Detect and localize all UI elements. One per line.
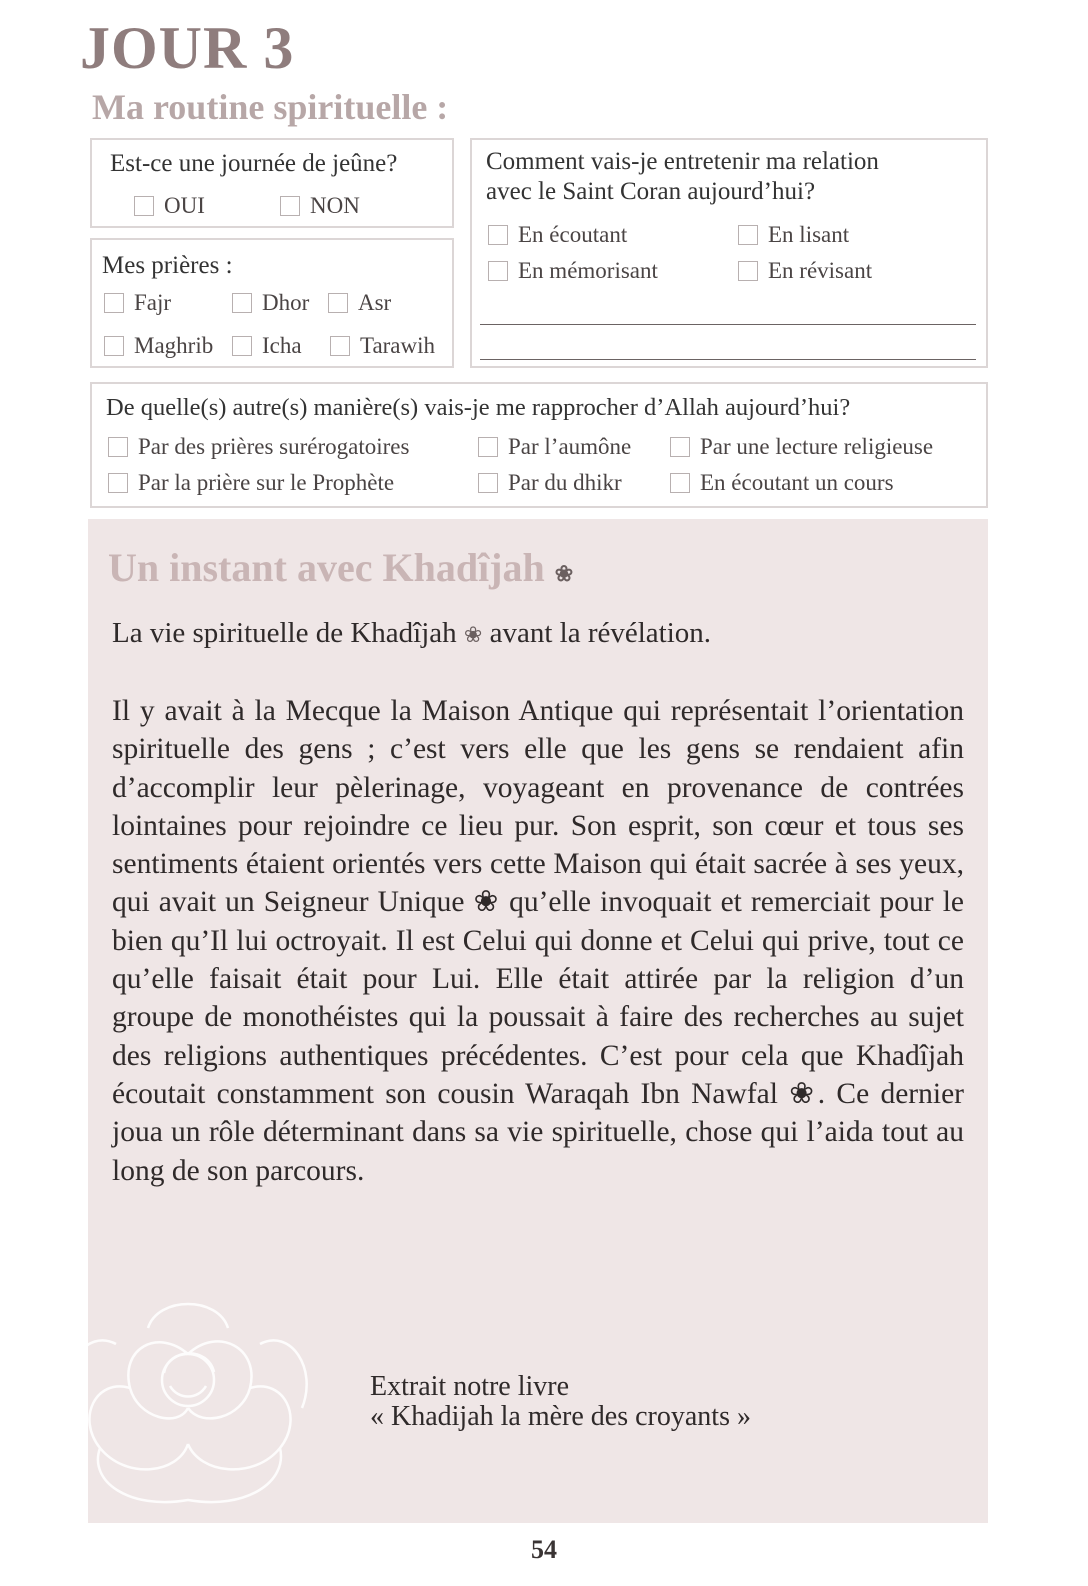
quran-question-line2: avec le Saint Coran aujourd’hui?	[486, 178, 816, 205]
honorific-icon: ❀	[554, 561, 574, 586]
option-label: Dhor	[262, 290, 310, 315]
option-label: Par une lecture religieuse	[700, 434, 934, 459]
option-label: En mémorisant	[518, 258, 658, 283]
prayer-option-icha[interactable]	[232, 333, 302, 359]
section-title	[108, 544, 573, 591]
checkbox[interactable]	[670, 473, 690, 493]
other-option-listening-course[interactable]	[670, 470, 894, 496]
checkbox[interactable]	[104, 336, 124, 356]
option-label: En écoutant un cours	[700, 470, 894, 495]
option-label: Par du dhikr	[508, 470, 622, 495]
option-label: OUI	[164, 193, 205, 218]
option-label: En révisant	[768, 258, 873, 283]
checkbox[interactable]	[738, 225, 758, 245]
prayer-option-dhor[interactable]	[232, 290, 309, 316]
subtitle-text-before: La vie spirituelle de Khadîjah	[112, 617, 457, 649]
option-label: En écoutant	[518, 222, 628, 247]
option-label: En lisant	[768, 222, 850, 247]
fasting-question: Est-ce une journée de jeûne?	[110, 150, 398, 177]
other-ways-question: De quelle(s) autre(s) manière(s) vais-je me rapprocher d’Allah aujourd’hui?	[106, 394, 851, 421]
other-option-dhikr[interactable]	[478, 470, 622, 496]
checkbox[interactable]	[134, 196, 154, 216]
option-label: Tarawih	[360, 333, 436, 358]
checkbox[interactable]	[280, 196, 300, 216]
source-citation	[370, 1372, 751, 1432]
quran-option-reading[interactable]	[738, 222, 849, 248]
subtitle-text-after: avant la révélation.	[489, 617, 712, 649]
option-label: NON	[310, 193, 360, 218]
other-option-alms[interactable]	[478, 434, 631, 460]
fasting-option-non[interactable]	[280, 193, 360, 219]
rose-illustration	[38, 1268, 338, 1518]
quran-option-memorizing[interactable]	[488, 258, 658, 284]
writing-line[interactable]	[480, 359, 976, 360]
option-label: Par l’aumône	[508, 434, 632, 459]
other-ways-box	[90, 382, 988, 508]
other-option-prayer-on-prophet[interactable]	[108, 470, 394, 496]
option-label: Fajr	[134, 290, 172, 315]
option-label: Icha	[262, 333, 302, 358]
source-line-1: Extrait notre livre	[370, 1371, 570, 1402]
quran-option-revising[interactable]	[738, 258, 872, 284]
checkbox[interactable]	[108, 473, 128, 493]
other-option-religious-reading[interactable]	[670, 434, 933, 460]
quran-question-line1: Comment vais-je entretenir ma relation	[486, 148, 879, 175]
prayer-option-maghrib[interactable]	[104, 333, 213, 359]
prayer-option-fajr[interactable]	[104, 290, 171, 316]
option-label: Par des prières surérogatoires	[138, 434, 410, 459]
section-title-text: Un instant avec Khadîjah	[108, 545, 545, 590]
prayer-option-asr[interactable]	[328, 290, 391, 316]
other-option-supererogatory-prayers[interactable]	[108, 434, 409, 460]
prayers-question: Mes prières :	[102, 252, 233, 279]
checkbox[interactable]	[104, 293, 124, 313]
option-label: Maghrib	[134, 333, 214, 358]
checkbox[interactable]	[478, 437, 498, 457]
checkbox[interactable]	[232, 336, 252, 356]
checkbox[interactable]	[670, 437, 690, 457]
quran-option-listening[interactable]	[488, 222, 627, 248]
checkbox[interactable]	[478, 473, 498, 493]
section-subtitle	[112, 617, 711, 650]
option-label: Par la prière sur le Prophète	[138, 470, 395, 495]
routine-title: Ma routine spirituelle :	[92, 87, 449, 127]
prayer-option-tarawih[interactable]	[330, 333, 435, 359]
checkbox[interactable]	[738, 261, 758, 281]
writing-line[interactable]	[480, 324, 976, 325]
fasting-option-oui[interactable]	[134, 193, 205, 219]
checkbox[interactable]	[328, 293, 348, 313]
page-number: 54	[531, 1535, 557, 1564]
option-label: Asr	[358, 290, 392, 315]
source-line-2: « Khadijah la mère des croyants »	[370, 1401, 751, 1432]
checkbox[interactable]	[108, 437, 128, 457]
checkbox[interactable]	[488, 261, 508, 281]
body-paragraph: Il y avait à la Mecque la Maison Antique qui représentait l’orientation spirituelle des gens ; c’est vers elle que les gens se rendaient afin d’accomplir leur pèlerinage, voyageant en provenance de contrées lointaines pour rejoindre ce lieu pur. Son esprit, son cœur et tous ses sentiments étaient orientés vers cette Maison qui était sacrée à ses yeux, qui avait un Seigneur Unique ❀ qu’elle invoquait et remerciait pour le bien qu’Il lui octroyait. Il est Celui qui donne et Celui qui prive, tout ce qu’elle faisait était pour Lui. Elle était attirée par la religion d’un groupe de monothéistes qui la poussait à faire des recherches au sujet des religions authentiques précédentes. C’est pour cela que Khadîjah écoutait constamment son cousin Waraqah Ibn Nawfal ❀. Ce dernier joua un rôle déterminant dans sa vie spirituelle, chose qui l’aida tout au long de son parcours.	[112, 695, 964, 1187]
quran-box	[470, 138, 988, 368]
day-title: JOUR 3	[80, 15, 295, 81]
prayers-box	[90, 238, 454, 368]
fasting-box	[90, 138, 454, 228]
checkbox[interactable]	[488, 225, 508, 245]
honorific-icon: ❀	[463, 622, 483, 647]
checkbox[interactable]	[330, 336, 350, 356]
checkbox[interactable]	[232, 293, 252, 313]
